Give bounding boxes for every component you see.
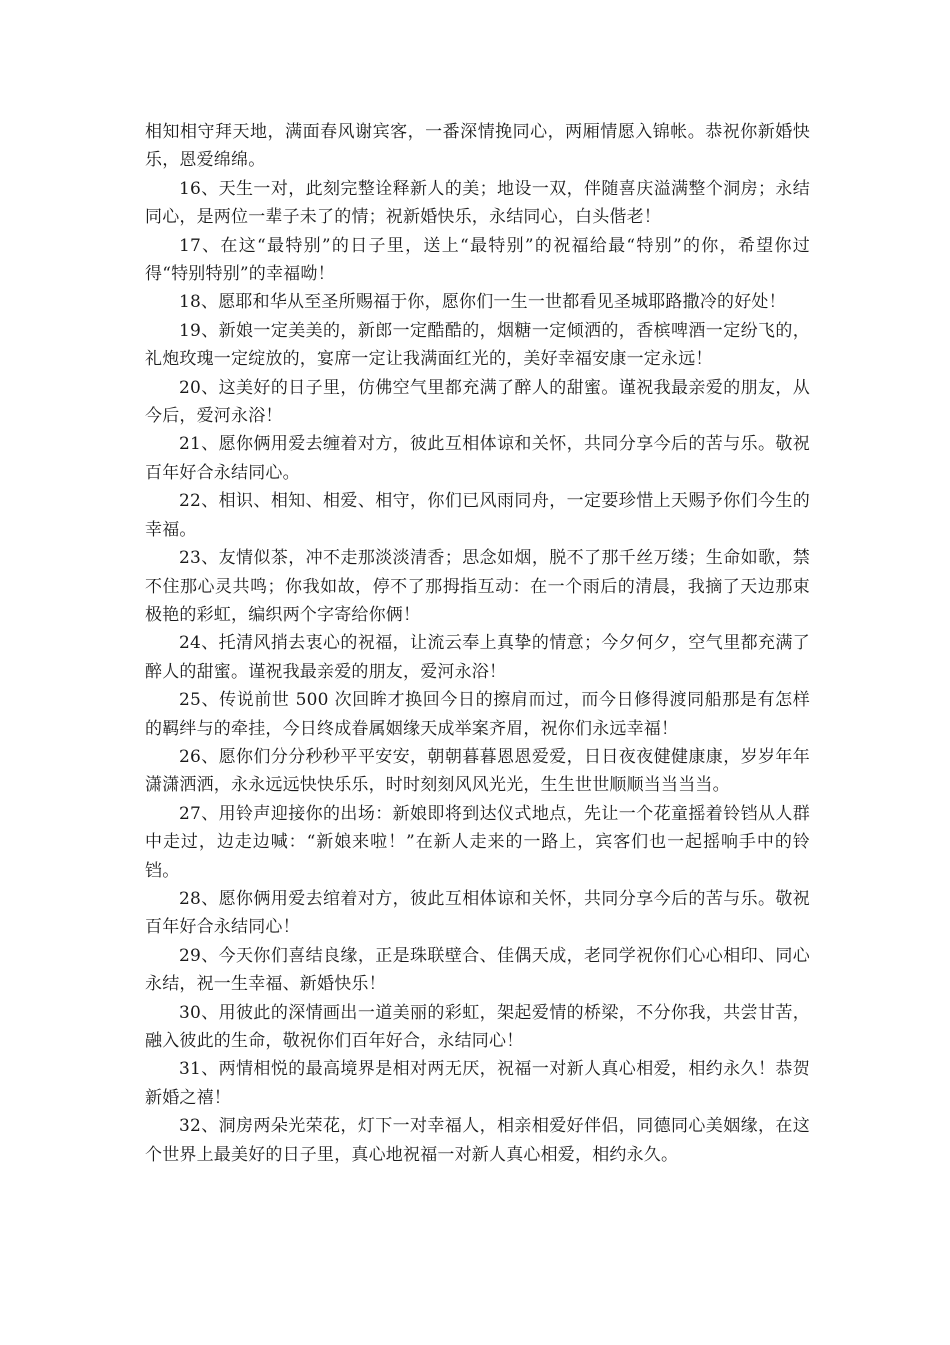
- paragraph-28: 28、愿你俩用爱去绾着对方，彼此互相体谅和关怀，共同分享今后的苦与乐。敬祝百年好合永结同心！: [145, 888, 810, 938]
- paragraph-26: 26、愿你们分分秒秒平平安安，朝朝暮暮恩恩爱爱，日日夜夜健健康康，岁岁年年潇潇洒洒，永永远远快快乐乐，时时刻刻风风光光，生生世世顺顺当当当当。: [145, 746, 810, 796]
- paragraph-17: 17、在这“最特别”的日子里，送上“最特别”的祝福给最“特别”的你，希望你过得“特别特别”的幸福呦！: [145, 235, 810, 285]
- paragraph-32: 32、洞房两朵光荣花，灯下一对幸福人，相亲相爱好伴侣，同德同心美姻缘，在这个世界上最美好的日子里，真心地祝福一对新人真心相爱，相约永久。: [145, 1116, 810, 1165]
- paragraph-20: 20、这美好的日子里，仿佛空气里都充满了醉人的甜蜜。谨祝我最亲爱的朋友，从今后，爱河永浴！: [145, 377, 810, 427]
- paragraph-23: 23、友情似茶，冲不走那淡淡清香；思念如烟，脱不了那千丝万缕；生命如歌，禁不住那心灵共鸣；你我如故，停不了那拇指互动：在一个雨后的清晨，我摘了天边那束极艳的彩虹，编织两个字寄给你俩！: [145, 548, 810, 625]
- paragraph-29: 29、今天你们喜结良缘，正是珠联壁合、佳偶天成，老同学祝你们心心相印、同心永结，祝一生幸福、新婚快乐！: [145, 945, 810, 995]
- paragraph-continued: 相知相守拜天地，满面春风谢宾客，一番深情挽同心，两厢情愿入锦帐。恭祝你新婚快乐，恩爱绵绵。: [145, 122, 810, 171]
- paragraph-22: 22、相识、相知、相爱、相守，你们已风雨同舟，一定要珍惜上天赐予你们今生的幸福。: [145, 491, 810, 540]
- document-body: [145, 118, 810, 1169]
- paragraph-21: 21、愿你俩用爱去缠着对方，彼此互相体谅和关怀，共同分享今后的苦与乐。敬祝百年好合永结同心。: [145, 434, 810, 483]
- paragraph-25: 25、传说前世 500 次回眸才换回今日的擦肩而过，而今日修得渡同船那是有怎样的羁绊与的牵挂，今日终成眷属姻缘天成举案齐眉，祝你们永远幸福！: [145, 690, 810, 739]
- paragraph-18: 18、愿耶和华从至圣所赐福于你，愿你们一生一世都看见圣城耶路撒冷的好处！: [179, 292, 786, 313]
- paragraph-24: 24、托清风捎去衷心的祝福，让流云奉上真挚的情意；今夕何夕，空气里都充满了醉人的甜蜜。谨祝我最亲爱的朋友，爱河永浴！: [145, 633, 810, 682]
- paragraph-19: 19、新娘一定美美的，新郎一定酷酷的，烟糖一定倾洒的，香槟啤酒一定纷飞的，礼炮玫瑰一定绽放的，宴席一定让我满面红光的，美好幸福安康一定永远！: [145, 320, 810, 370]
- paragraph-30: 30、用彼此的深情画出一道美丽的彩虹，架起爱情的桥梁，不分你我，共尝甘苦，融入彼此的生命，敬祝你们百年好合，永结同心！: [145, 1002, 810, 1051]
- paragraph-16: 16、天生一对，此刻完整诠释新人的美；地设一双，伴随喜庆溢满整个洞房；永结同心，是两位一辈子未了的情；祝新婚快乐，永结同心，白头偕老！: [145, 178, 810, 228]
- paragraph-31: 31、两情相悦的最高境界是相对两无厌，祝福一对新人真心相爱，相约永久！恭贺新婚之禧！: [145, 1059, 810, 1108]
- paragraph-27: 27、用铃声迎接你的出场：新娘即将到达仪式地点，先让一个花童摇着铃铛从人群中走过，边走边喊：“新娘来啦！”在新人走来的一路上，宾客们也一起摇响手中的铃铛。: [145, 803, 810, 881]
